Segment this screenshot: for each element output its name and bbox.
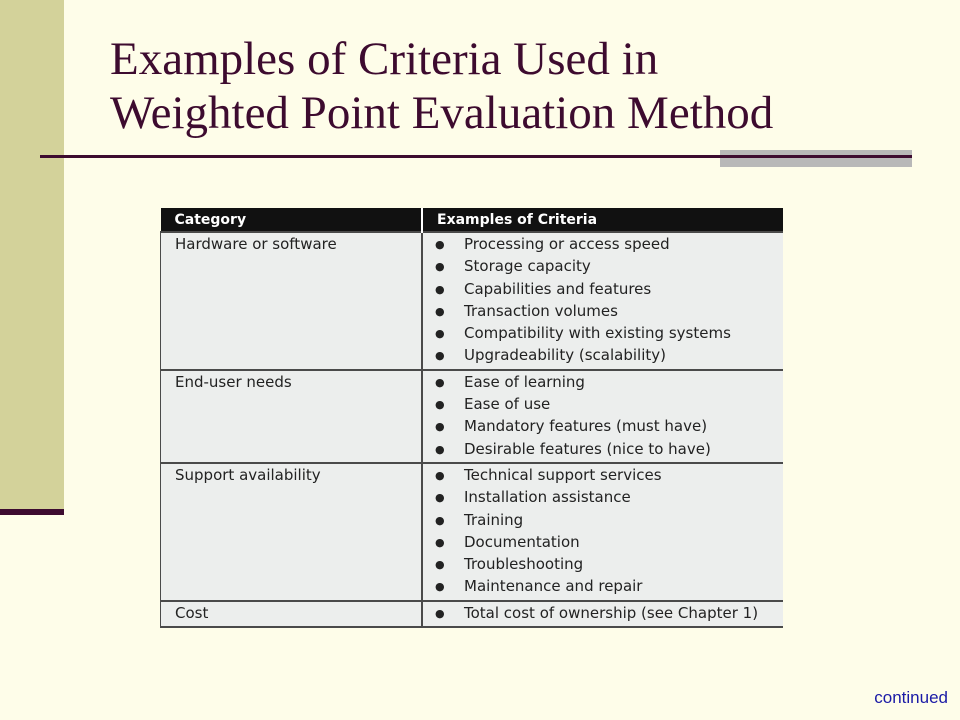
criteria-text: Capabilities and features <box>464 279 652 298</box>
criteria-text: Mandatory features (must have) <box>464 417 708 436</box>
criteria-item <box>435 322 783 344</box>
left-accent-bar <box>0 0 64 510</box>
bullet-icon: ● <box>435 468 445 482</box>
criteria-text: Compatibility with existing systems <box>464 324 731 343</box>
title-accent-block <box>720 150 912 167</box>
criteria-text: Transaction volumes <box>464 301 618 320</box>
title-underline <box>40 155 912 158</box>
criteria-cell <box>422 601 783 627</box>
criteria-text: Upgradeability (scalability) <box>464 346 666 365</box>
criteria-item <box>435 438 783 460</box>
header-examples: Examples of Criteria <box>422 208 783 232</box>
category-cell: Hardware or software <box>161 232 423 370</box>
table-row <box>161 601 784 627</box>
bullet-icon: ● <box>435 260 445 274</box>
table-header-row <box>161 208 784 232</box>
criteria-text: Ease of use <box>464 395 551 414</box>
criteria-cell <box>422 370 783 463</box>
criteria-list <box>435 464 783 598</box>
criteria-text: Ease of learning <box>464 372 585 391</box>
bullet-icon: ● <box>435 558 445 572</box>
criteria-item <box>435 393 783 415</box>
criteria-table <box>160 208 783 628</box>
criteria-text: Storage capacity <box>464 257 591 276</box>
bullet-icon: ● <box>435 238 445 251</box>
bullet-icon: ● <box>435 349 445 363</box>
criteria-text: Training <box>464 510 524 529</box>
category-cell: Cost <box>161 601 423 627</box>
criteria-text: Troubleshooting <box>464 555 584 574</box>
title-line-1: Examples of Criteria Used in <box>110 33 659 85</box>
bullet-icon: ● <box>435 398 445 412</box>
bullet-icon: ● <box>435 442 445 456</box>
criteria-list <box>435 602 783 624</box>
table-row <box>161 232 784 370</box>
criteria-item <box>435 371 783 393</box>
bullet-icon: ● <box>435 420 445 434</box>
bullet-icon: ● <box>435 535 445 549</box>
criteria-item <box>435 344 783 366</box>
criteria-item <box>435 255 783 277</box>
table-row <box>161 463 784 601</box>
criteria-item <box>435 553 783 575</box>
bullet-icon: ● <box>435 327 445 341</box>
criteria-text: Documentation <box>464 532 580 551</box>
criteria-text: Total cost of ownership (see Chapter 1) <box>464 603 759 622</box>
criteria-cell <box>422 232 783 370</box>
table-body <box>161 232 784 627</box>
bullet-icon: ● <box>435 513 445 527</box>
criteria-item <box>435 278 783 300</box>
criteria-item <box>435 233 783 255</box>
category-cell: Support availability <box>161 463 423 601</box>
criteria-item <box>435 575 783 597</box>
continued-label: continued <box>874 688 948 707</box>
criteria-item <box>435 531 783 553</box>
criteria-text: Installation assistance <box>464 488 631 507</box>
left-accent-rule <box>0 509 64 515</box>
slide-title <box>110 32 930 140</box>
criteria-item <box>435 486 783 508</box>
criteria-text: Maintenance and repair <box>464 577 643 596</box>
criteria-text: Desirable features (nice to have) <box>464 439 711 458</box>
bullet-icon: ● <box>435 304 445 318</box>
criteria-item <box>435 602 783 624</box>
criteria-item <box>435 415 783 437</box>
criteria-text: Technical support services <box>464 465 662 484</box>
bullet-icon: ● <box>435 580 445 594</box>
bullet-icon: ● <box>435 491 445 505</box>
table-row <box>161 370 784 463</box>
bullet-icon: ● <box>435 282 445 296</box>
criteria-item <box>435 300 783 322</box>
criteria-list <box>435 371 783 460</box>
bullet-icon: ● <box>435 375 445 389</box>
criteria-cell <box>422 463 783 601</box>
criteria-text: Processing or access speed <box>464 235 670 253</box>
category-cell: End-user needs <box>161 370 423 463</box>
criteria-item <box>435 509 783 531</box>
title-line-2: Weighted Point Evaluation Method <box>110 87 774 139</box>
header-category: Category <box>161 208 423 232</box>
bullet-icon: ● <box>435 606 445 620</box>
criteria-list <box>435 233 783 367</box>
criteria-item <box>435 464 783 486</box>
